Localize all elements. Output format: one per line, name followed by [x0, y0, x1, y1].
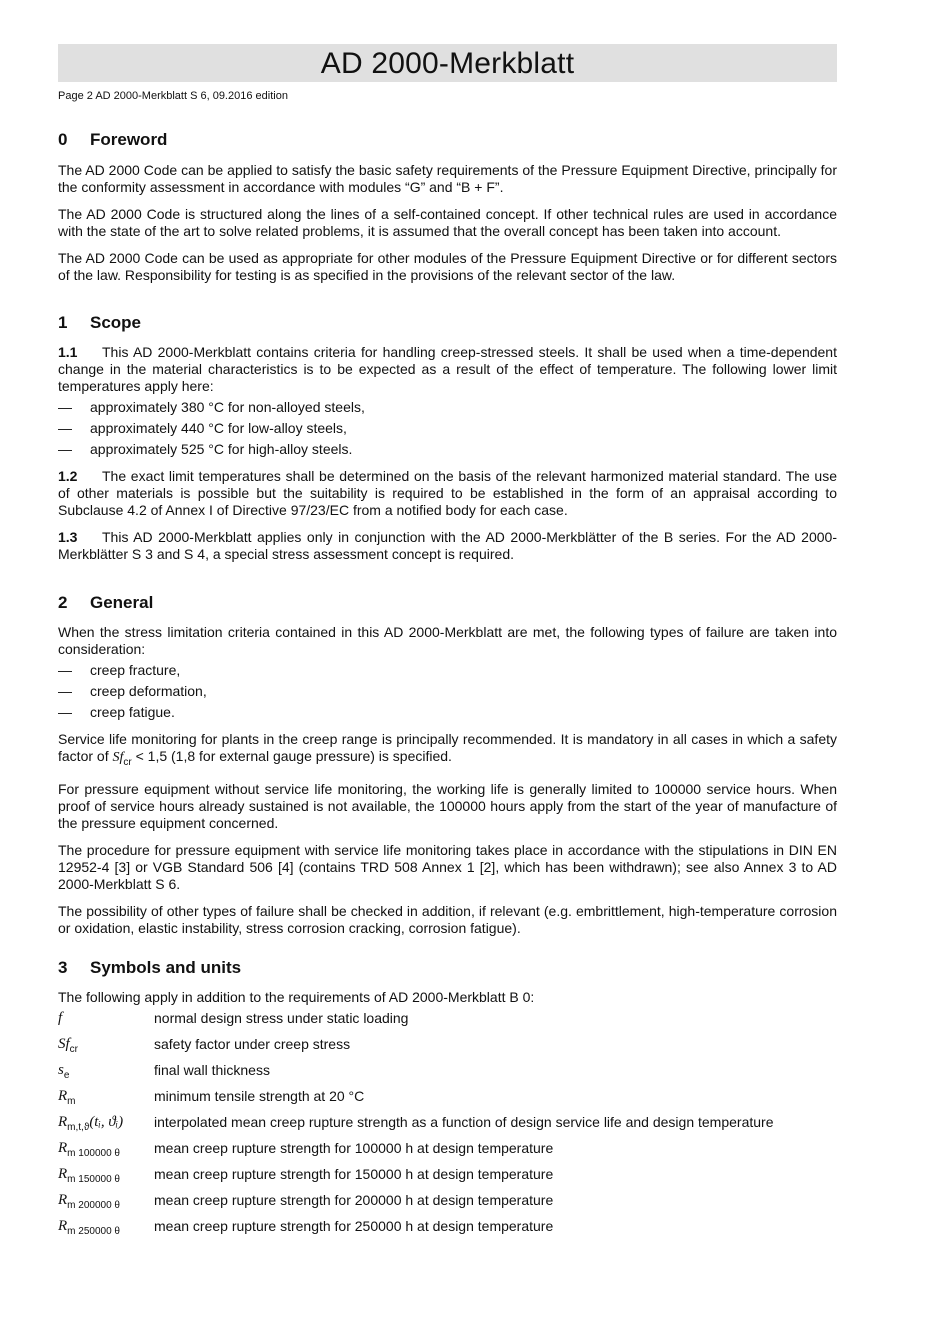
clause-number: 1.1: [58, 344, 78, 360]
section-title: General: [90, 593, 154, 612]
document-page: [58, 44, 837, 1240]
paragraph: For pressure equipment without service life monitoring, the working life is generally limited to 100000 service hours. When proof of service hours already sustained is not available, the 100000 hours apply from the start of the year of manufacture of the pressure equipment concerned.: [58, 780, 837, 831]
symbol-description: normal design stress under static loading: [154, 1009, 409, 1026]
symbol-description: safety factor under creep stress: [154, 1035, 351, 1052]
paragraph: The procedure for pressure equipment with service life monitoring takes place in accordance with the stipulations in DIN EN 12952-4 [3] or VGB Standard 506 [4] (contains TRD 508 Annex 1 [2], which has been withdrawn); see also Annex 3 to AD 2000-Merkblatt S 6.: [58, 841, 837, 892]
section-number: 1: [58, 313, 68, 332]
section-heading-foreword: [58, 130, 837, 150]
list-item: — creep fatigue.: [58, 704, 175, 720]
symbol: $R_{m,t,ϑ}(tᵢ$, ϑᵢ): [58, 1113, 124, 1133]
clause-text: This AD 2000-Merkblatt applies only in conjunction with the AD 2000-Merkblätter of the B series. For the AD 2000-Merkblätter S 3 and S 4, a special stress assessment concept is required.: [58, 529, 837, 562]
symbol-row: [58, 1192, 837, 1214]
symbol: $s_e$: [58, 1061, 70, 1081]
list-item: — approximately 440 °C for low-alloy steels,: [58, 420, 347, 436]
section-title: Scope: [90, 313, 142, 332]
list-item: — approximately 525 °C for high-alloy steels.: [58, 441, 353, 457]
paragraph: The AD 2000 Code is structured along the lines of a self-contained concept. If other technical rules are used in accordance with the state of the art to solve related problems, it is assumed that the overall concept has been taken into account.: [58, 206, 837, 239]
symbol: $R_{m 250000 \theta}$: [58, 1217, 120, 1237]
clause-1-1: [58, 344, 837, 395]
page-title: AD 2000-Merkblatt: [58, 44, 837, 82]
failure-types-list: [58, 662, 837, 721]
symbol-row: [58, 1036, 837, 1058]
list-item: — creep deformation,: [58, 683, 207, 699]
list-item: — approximately 380 °C for non-alloyed steels,: [58, 399, 365, 415]
clause-1-3: [58, 529, 837, 563]
symbol-description: mean creep rupture strength for 150000 h at design temperature: [154, 1165, 554, 1182]
page-info: Page 2 AD 2000-Merkblatt S 6, 09.2016 edition: [58, 90, 288, 102]
symbol-row: [58, 1114, 837, 1136]
symbol-row: [58, 1140, 837, 1162]
symbol-description: minimum tensile strength at 20 °C: [154, 1087, 365, 1104]
clause-number: 1.2: [58, 468, 78, 484]
section-number: 3: [58, 957, 68, 977]
symbols-table: [58, 1010, 837, 1240]
paragraph: Service life monitoring for plants in the creep range is principally recommended. It is mandatory in all cases in which a safety factor of $Sf_{cr} < 1,5$ (1,8 for external gauge pressure) is specified.: [58, 731, 837, 768]
symbol-row: [58, 1062, 837, 1084]
section-number: 2: [58, 593, 68, 612]
symbol-description: interpolated mean creep rupture strength as a function of design service life and design temperature: [154, 1113, 774, 1130]
symbol-description: mean creep rupture strength for 200000 h at design temperature: [154, 1191, 554, 1208]
paragraph: The AD 2000 Code can be used as appropriate for other modules of the Pressure Equipment Directive or for different sectors of the law. Responsibility for testing is as specified in the provisions of the relevant sector of the law.: [58, 250, 837, 283]
section-number: 0: [58, 130, 68, 149]
symbol-row: [58, 1088, 837, 1110]
symbol-description: mean creep rupture strength for 250000 h at design temperature: [154, 1217, 554, 1234]
section-heading-symbols: [58, 958, 837, 978]
symbol-row: [58, 1166, 837, 1188]
paragraph: The possibility of other types of failure shall be checked in addition, if relevant (e.g. embrittlement, high-temperature corrosion or oxidation, elastic instability, stress corrosion cracking, corrosion fatigue).: [58, 902, 837, 936]
paragraph: The AD 2000 Code can be applied to satisfy the basic safety requirements of the Pressure Equipment Directive, principally for the conformity assessment in accordance with modules “G” and “B + F”.: [58, 162, 837, 195]
list-item: — creep fracture,: [58, 662, 181, 678]
symbol: $R_{m 100000 \theta}$: [58, 1139, 120, 1159]
symbol: $Sf_{cr}$: [58, 1035, 79, 1055]
section-title: Symbols and units: [90, 957, 242, 977]
symbol-row: [58, 1218, 837, 1240]
section-heading-scope: [58, 313, 837, 333]
symbol: $R_m$: [58, 1087, 76, 1107]
scope-temperature-list: [58, 399, 837, 458]
symbol: f: [58, 1009, 63, 1026]
symbol: $R_{m 200000 \theta}$: [58, 1191, 120, 1211]
symbol-description: mean creep rupture strength for 100000 h at design temperature: [154, 1139, 554, 1156]
symbol-description: final wall thickness: [154, 1061, 270, 1078]
clause-text: This AD 2000-Merkblatt contains criteria for handling creep-stressed steels. It shall be used when a time-dependent change in the material characteristics is to be expected as a result of the effect of temperature. The following lower limit temperatures apply here:: [58, 344, 837, 394]
clause-text: The exact limit temperatures shall be determined on the basis of the relevant harmonized material standard. The use of other materials is possible but the suitability is required to be established in the form of an appraisal according to Subclause 4.2 of Annex I of Directive 97/23/EC from a notified body for each case.: [58, 468, 837, 518]
section-heading-general: [58, 593, 837, 613]
section-title: Foreword: [90, 130, 168, 149]
paragraph: The following apply in addition to the requirements of AD 2000-Merkblatt B 0:: [58, 988, 535, 1005]
symbol-row: [58, 1010, 837, 1032]
paragraph: When the stress limitation criteria contained in this AD 2000-Merkblatt are met, the following types of failure are taken into consideration:: [58, 624, 837, 657]
clause-1-2: [58, 468, 837, 519]
symbol: $R_{m 150000 \theta}$: [58, 1165, 120, 1185]
clause-number: 1.3: [58, 529, 78, 545]
